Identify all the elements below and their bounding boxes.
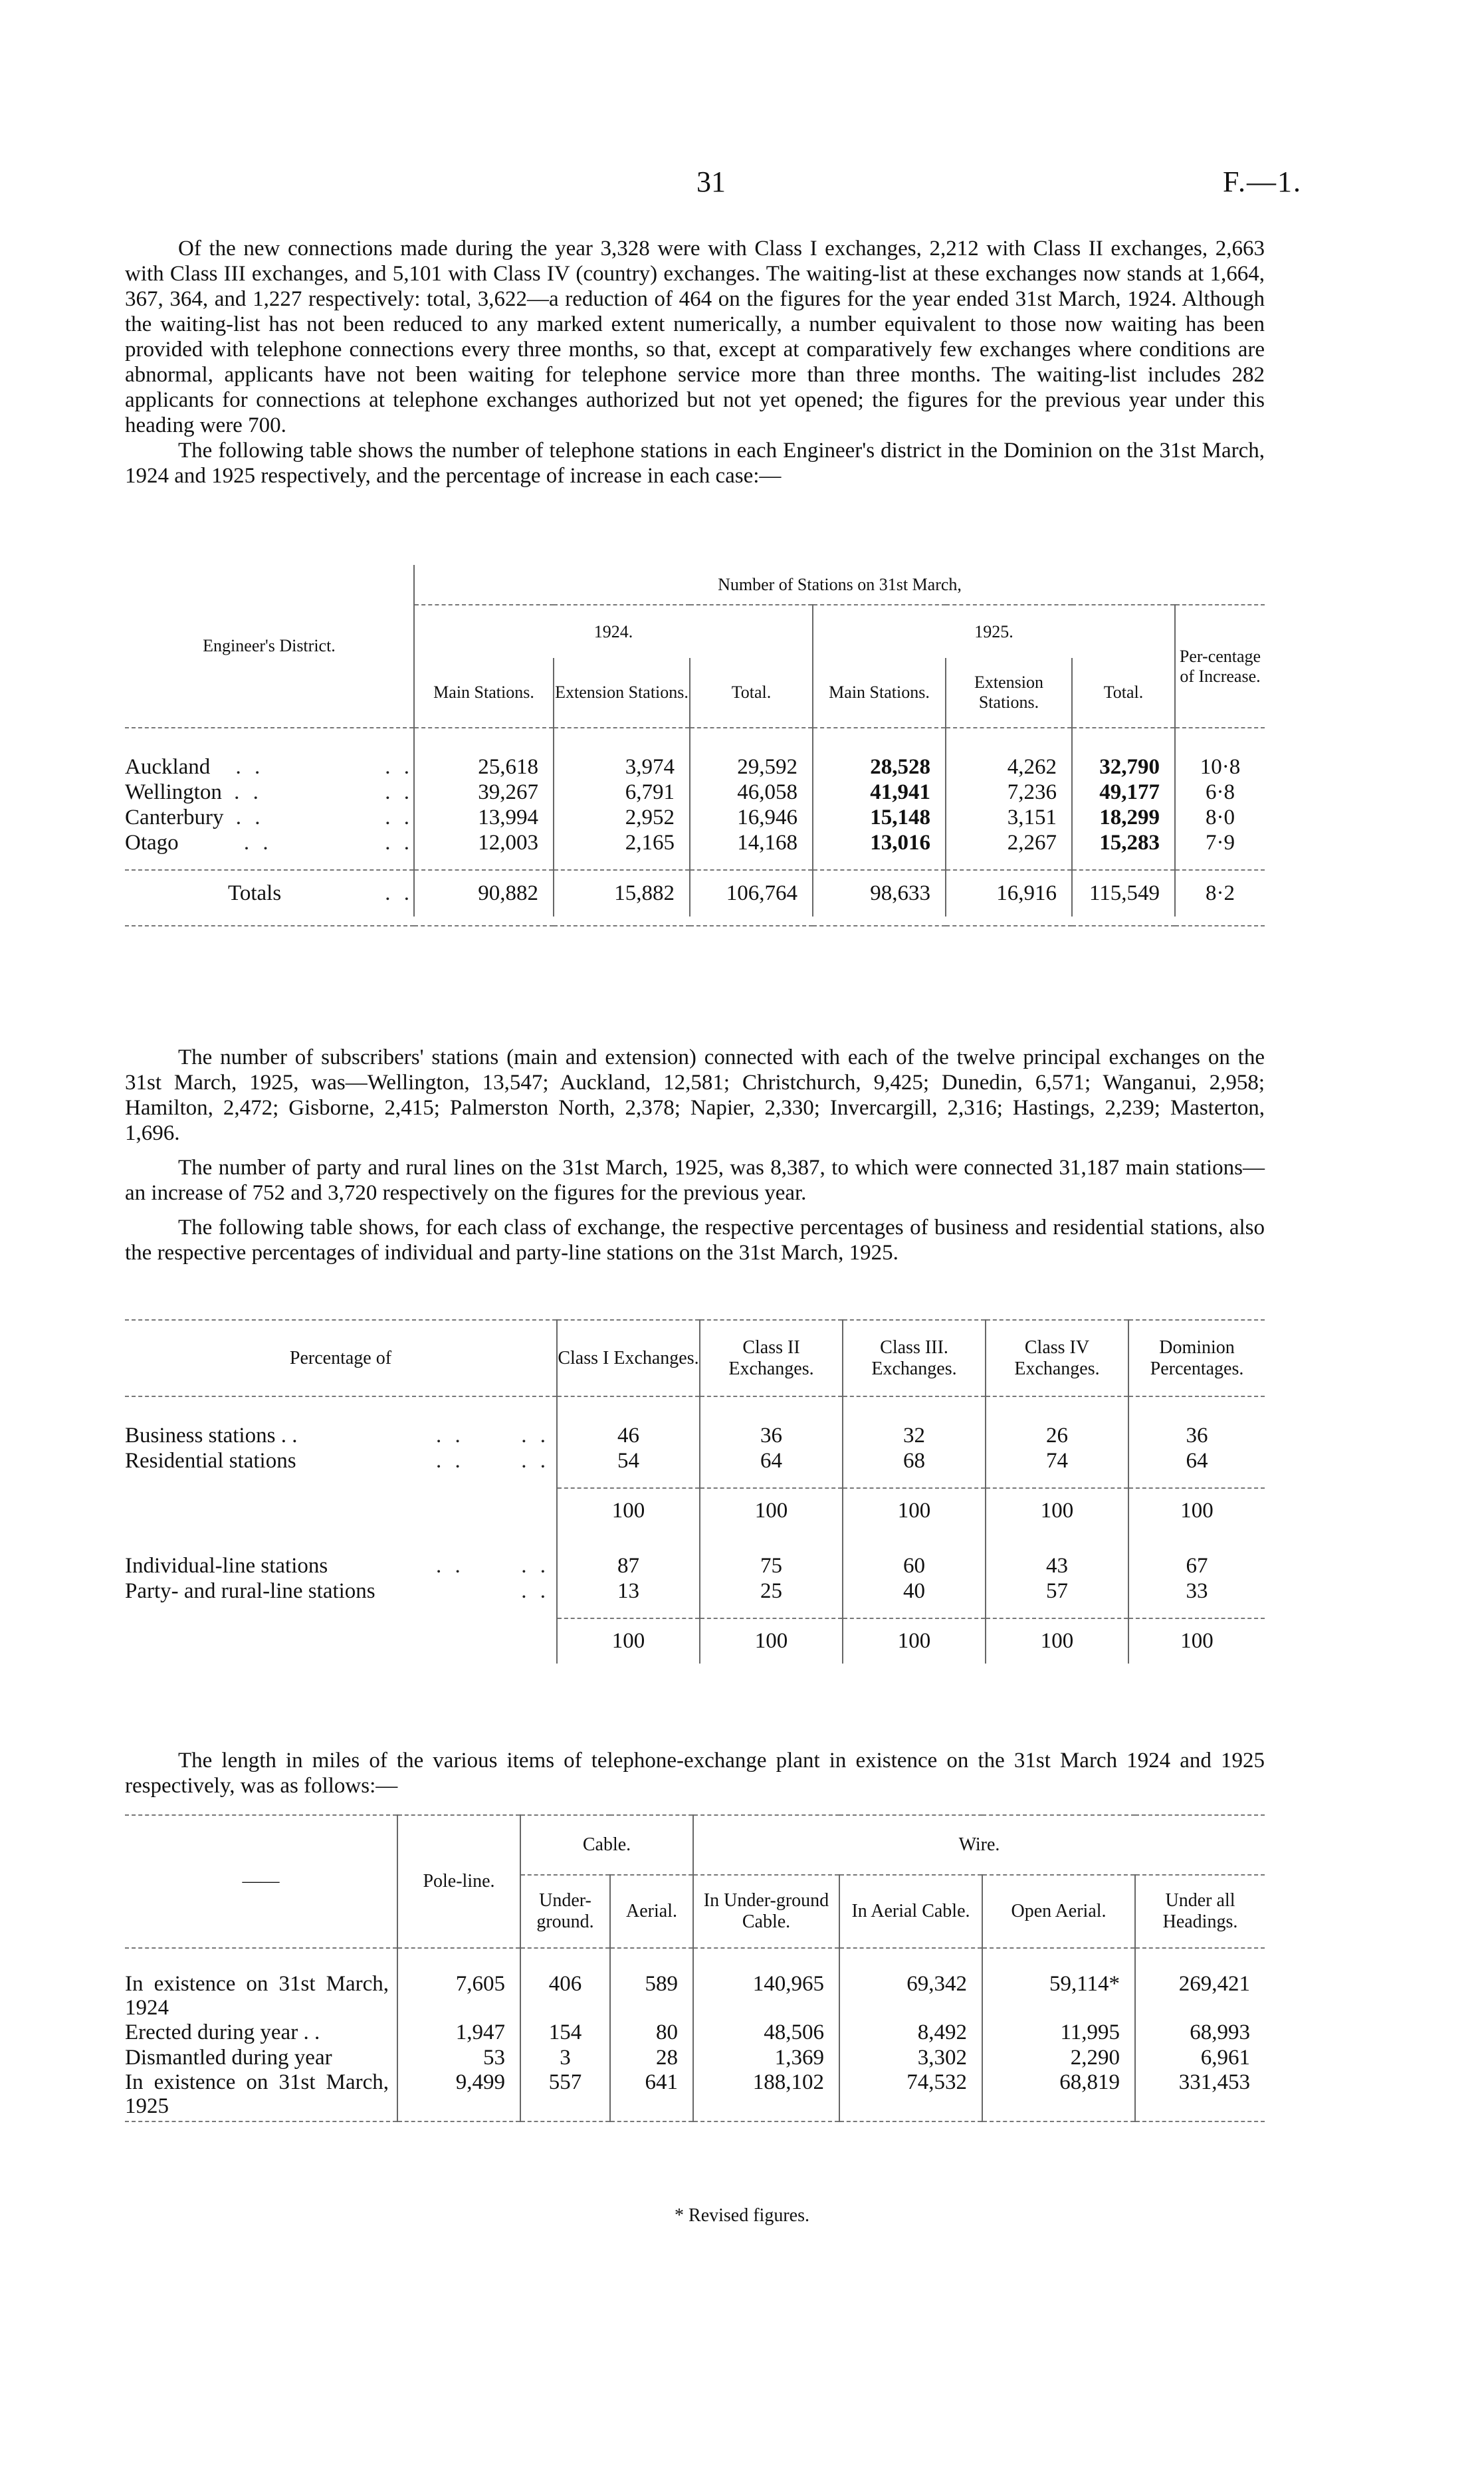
main-stations-1924-header: Main Stations. — [414, 658, 554, 728]
wire-underground-header: In Under-ground Cable. — [693, 1875, 839, 1948]
subtotal-row: 100 100 100 100 100 — [125, 1618, 1265, 1664]
paragraph-principal-exchanges: The number of subscribers' stations (main and extension) connected with each of the twelve principal exchanges on the 31st March, 1925, was—Wellington, 13,547; Auckland, 12,581; Christchurch, 9,425; Dunedin, 6,571; Wanganui, 2,958; Hamilton, 2,472; Gisborne, 2,415; Palmerston North, 2,378; Napier, 2,330; Invercargill, 2,316; Hastings, 2,239; Masterton, 1,696. — [125, 1045, 1265, 1145]
district-name: Auckland . . . . — [125, 754, 413, 779]
wire-open-aerial-header: Open Aerial. — [982, 1875, 1135, 1948]
paragraph-waiting-list: Of the new connections made during the year 3,328 were with Class I exchanges, 2,212 with Class II exchanges, 2,663 with Class III exchanges, and 5,101 with Class IV (country) exchanges. The waiting-list at these exchanges now stands at 1,664, 367, 364, and 1,227 respectively: total, 3,622—a reduction of 464 on the figures for the year ended 31st March, 1924. Although the waiting-list has not been reduced to any marked extent numerically, a number equivalent to those now waiting has been provided with telephone connections every three months, so that, except at comparatively few exchanges where conditions are abnormal, applicants have not been waiting for telephone service more than three months. The waiting-list includes 282 applicants for connections at telephone exchanges authorized but not yet opened; the figures for the previous year under this heading were 700. — [125, 237, 1265, 437]
table-row: Otago . . . . 12,003 2,165 14,168 13,016 2,267 15,283 7·9 — [125, 830, 1265, 855]
subtotal-row: 100 100 100 100 100 — [125, 1488, 1265, 1533]
table-row: Canterbury . . . . 13,994 2,952 16,946 15,148 3,151 18,299 8·0 — [125, 805, 1265, 830]
class-4-header: Class IV Exchanges. — [986, 1320, 1128, 1396]
table-row: Individual-line stations . . . . 87 75 60 43 67 — [125, 1553, 1265, 1578]
table-row: Party- and rural-line stations . . 13 25 40 57 33 — [125, 1578, 1265, 1604]
district-name: Wellington . . . . — [125, 780, 413, 804]
total-1924-header: Total. — [690, 658, 813, 728]
plant-paragraph — [125, 1748, 1265, 1798]
table-row: In existence on 31st March, 1924 7,605 406 589 140,965 69,342 59,114* 269,421 — [125, 1972, 1265, 2020]
total-1925-header: Total. — [1072, 658, 1175, 728]
year-1925-header: 1925. — [813, 605, 1175, 658]
table-row: Residential stations . . . . 54 64 68 74 64 — [125, 1448, 1265, 1473]
percentage-increase-header: Per-centage of Increase. — [1175, 605, 1265, 728]
year-1924-header: 1924. — [414, 605, 813, 658]
exchange-plant-table — [125, 1814, 1265, 2122]
paragraph-table3-intro: The length in miles of the various items of telephone-exchange plant in existence on the 31st March 1924 and 1925 respectively, was as follows:— — [125, 1749, 1265, 1798]
dominion-header: Dominion Percentages. — [1128, 1320, 1265, 1396]
paragraph-table1-intro: The following table shows the number of telephone stations in each Engineer's district in the Dominion on the 31st March, 1924 and 1925 respectively, and the percentage of increase in each case:— — [125, 439, 1265, 488]
footnote: * Revised figures. — [675, 2205, 809, 2226]
extension-stations-1924-header: Extension Stations. — [554, 658, 690, 728]
class-3-header: Class III. Exchanges. — [843, 1320, 986, 1396]
class-1-header: Class I Exchanges. — [557, 1320, 700, 1396]
table-row: Dismantled during year 53 3 28 1,369 3,302 2,290 6,961 — [125, 2045, 1265, 2070]
class-2-header: Class II Exchanges. — [700, 1320, 843, 1396]
extension-stations-1925-header: Extension Stations. — [946, 658, 1072, 728]
pole-line-header: Pole-line. — [397, 1815, 520, 1948]
wire-header: Wire. — [693, 1815, 1265, 1875]
row-label-header: —— — [125, 1815, 397, 1948]
table-row: Wellington . . . . 39,267 6,791 46,058 41,941 7,236 49,177 6·8 — [125, 780, 1265, 805]
cable-aerial-header: Aerial. — [610, 1875, 693, 1948]
stations-by-district-table — [125, 565, 1265, 926]
wire-aerial-cable-header: In Aerial Cable. — [839, 1875, 982, 1948]
percentages-by-class-table — [125, 1319, 1265, 1664]
cable-underground-header: Under-ground. — [520, 1875, 610, 1948]
percentage-of-header: Percentage of — [125, 1320, 557, 1396]
table-row: Business stations . . . . . . 46 36 32 26 36 — [125, 1423, 1265, 1448]
district-name: Canterbury . . . . — [125, 805, 413, 829]
stations-group-header: Number of Stations on 31st March, — [414, 565, 1265, 605]
table-row: Auckland . . . . 25,618 3,974 29,592 28,528 4,262 32,790 10·8 — [125, 754, 1265, 780]
totals-row: Totals . . 90,882 15,882 106,764 98,633 16,916 115,549 8·2 — [125, 870, 1265, 917]
all-headings-header: Under all Headings. — [1135, 1875, 1265, 1948]
middle-paragraphs — [125, 1045, 1265, 1265]
paragraph-table2-intro: The following table shows, for each class of exchange, the respective percentages of business and residential stations, also the respective percentages of individual and party-line stations on the 31st March, 1925. — [125, 1216, 1265, 1265]
page-number: 31 — [696, 165, 726, 198]
table-row: Erected during year . . 1,947 154 80 48,506 8,492 11,995 68,993 — [125, 2020, 1265, 2045]
document-reference: F.—1. — [1223, 165, 1302, 198]
cable-header: Cable. — [520, 1815, 693, 1875]
intro-paragraphs — [125, 236, 1265, 488]
district-name: Otago . . . . — [125, 830, 413, 855]
district-column-header: Engineer's District. — [203, 636, 336, 655]
main-stations-1925-header: Main Stations. — [813, 658, 946, 728]
table-row: In existence on 31st March, 1925 9,499 557 641 188,102 74,532 68,819 331,453 — [125, 2070, 1265, 2121]
paragraph-party-lines: The number of party and rural lines on the 31st March, 1925, was 8,387, to which were connected 31,187 main stations—an increase of 752 and 3,720 respectively on the figures for the previous year. — [125, 1156, 1265, 1205]
